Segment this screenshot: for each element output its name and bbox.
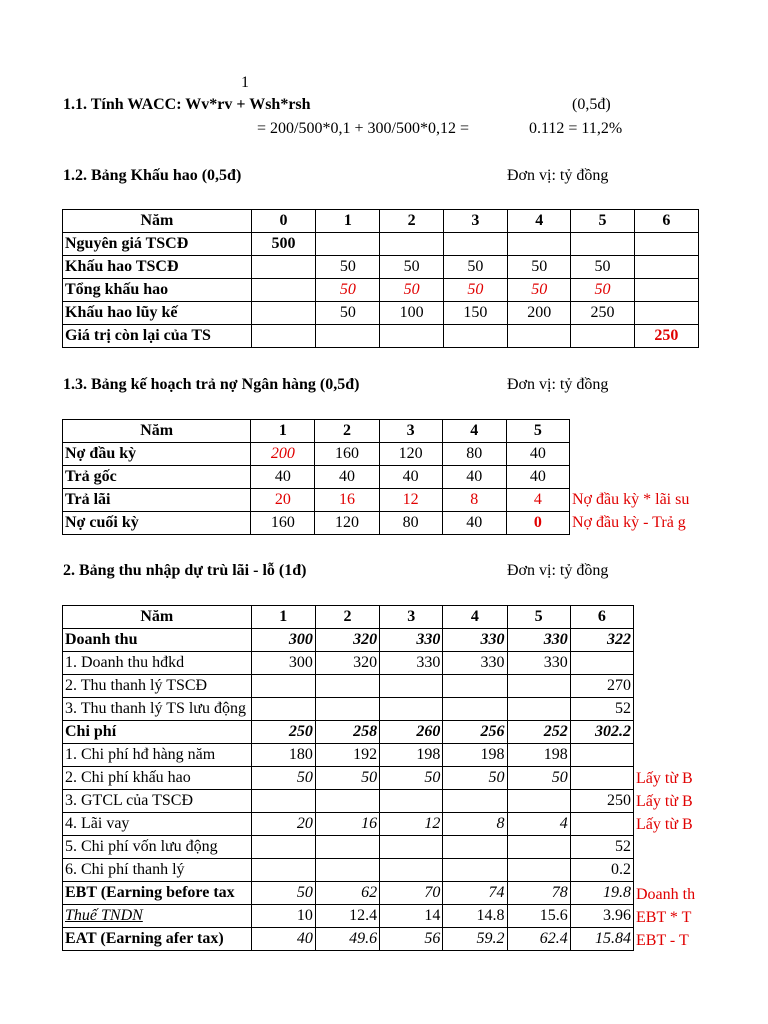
header-cell: 2 — [315, 420, 379, 443]
income-note-depreciation: Lấy từ B — [636, 770, 693, 787]
cell: 150 — [443, 302, 507, 325]
cell: 14 — [380, 905, 443, 928]
cell: 50 — [571, 279, 634, 302]
cell: 50 — [380, 256, 443, 279]
table-row — [63, 882, 634, 905]
cell: 258 — [315, 721, 379, 744]
cell: 40 — [506, 466, 569, 489]
cell: 40 — [506, 443, 569, 466]
wacc-title: 1.1. Tính WACC: Wv*rv + Wsh*rsh — [63, 96, 311, 113]
cell — [443, 836, 507, 859]
cell: 52 — [570, 836, 633, 859]
cell: 252 — [507, 721, 570, 744]
cell — [507, 675, 570, 698]
income-note-residual: Lấy từ B — [636, 793, 693, 810]
cell: 250 — [570, 790, 633, 813]
row-label: Nợ đầu kỳ — [63, 443, 251, 466]
page-number: 1 — [241, 74, 249, 91]
loan-note-interest: Nợ đầu kỳ * lãi su — [572, 491, 690, 508]
cell: 200 — [508, 302, 571, 325]
cell: 100 — [380, 302, 443, 325]
income-note-ebt: Doanh th — [636, 886, 696, 903]
cell: 16 — [315, 813, 379, 836]
cell: 4 — [506, 489, 569, 512]
cell — [251, 302, 315, 325]
cell — [570, 652, 633, 675]
row-label: Khấu hao lũy kế — [63, 302, 252, 325]
row-label: Chi phí — [63, 721, 252, 744]
cell: 120 — [315, 512, 379, 535]
cell: 40 — [442, 512, 506, 535]
cell: 160 — [251, 512, 315, 535]
cell: 8 — [442, 489, 506, 512]
cell: 78 — [507, 882, 570, 905]
table-row — [63, 302, 699, 325]
income-header-row — [63, 606, 634, 629]
cell: 20 — [251, 813, 315, 836]
row-label: 1. Doanh thu hđkd — [63, 652, 252, 675]
header-cell: 5 — [507, 606, 570, 629]
cell: 40 — [315, 466, 379, 489]
row-label: 5. Chi phí vốn lưu động — [63, 836, 252, 859]
header-cell: 1 — [316, 210, 380, 233]
table-row — [63, 443, 570, 466]
cell: 49.6 — [315, 928, 379, 951]
row-label: Doanh thu — [63, 629, 252, 652]
cell: 50 — [508, 279, 571, 302]
row-label: Tổng khấu hao — [63, 279, 252, 302]
cell: 12 — [380, 813, 443, 836]
cell: 120 — [379, 443, 442, 466]
row-label: 4. Lãi vay — [63, 813, 252, 836]
table-row — [63, 767, 634, 790]
cell: 50 — [251, 882, 315, 905]
cell: 8 — [443, 813, 507, 836]
header-cell: 3 — [380, 606, 443, 629]
cell — [380, 790, 443, 813]
cell: 50 — [507, 767, 570, 790]
income-table — [62, 605, 634, 951]
cell: 302.2 — [570, 721, 633, 744]
cell: 70 — [380, 882, 443, 905]
table-row — [63, 721, 634, 744]
cell: 192 — [315, 744, 379, 767]
depreciation-title: 1.2. Bảng Khấu hao (0,5đ) — [63, 167, 242, 184]
cell: 50 — [443, 767, 507, 790]
cell — [380, 675, 443, 698]
row-label: 6. Chi phí thanh lý — [63, 859, 252, 882]
cell — [316, 233, 380, 256]
cell: 0.2 — [570, 859, 633, 882]
cell: 56 — [380, 928, 443, 951]
depreciation-header-row — [63, 210, 699, 233]
cell: 50 — [380, 279, 443, 302]
header-cell: 5 — [506, 420, 569, 443]
cell: 198 — [443, 744, 507, 767]
cell — [251, 859, 315, 882]
table-row — [63, 512, 570, 535]
header-cell: Năm — [63, 210, 252, 233]
row-label: EAT (Earning afer tax) — [63, 928, 252, 951]
cell: 52 — [570, 698, 633, 721]
header-cell: 3 — [379, 420, 442, 443]
cell — [380, 325, 443, 348]
wacc-points: (0,5đ) — [572, 96, 611, 113]
header-cell: 4 — [442, 420, 506, 443]
cell — [634, 233, 698, 256]
cell — [443, 790, 507, 813]
cell — [634, 279, 698, 302]
cell: 3.96 — [570, 905, 633, 928]
table-row — [63, 466, 570, 489]
row-label: Trả lãi — [63, 489, 251, 512]
table-row — [63, 279, 699, 302]
header-cell: 2 — [380, 210, 443, 233]
cell — [634, 302, 698, 325]
cell — [315, 790, 379, 813]
loan-title: 1.3. Bảng kế hoạch trả nợ Ngân hàng (0,5đ) — [63, 376, 360, 393]
row-label: 3. Thu thanh lý TS lưu động — [63, 698, 252, 721]
cell: 330 — [507, 629, 570, 652]
cell: 19.8 — [570, 882, 633, 905]
cell: 320 — [315, 629, 379, 652]
header-cell: 6 — [634, 210, 698, 233]
row-label: Thuế TNDN — [63, 905, 252, 928]
cell: 300 — [251, 652, 315, 675]
cell: 322 — [570, 629, 633, 652]
cell — [251, 698, 315, 721]
table-row — [63, 698, 634, 721]
table-row — [63, 836, 634, 859]
row-label: Khấu hao TSCĐ — [63, 256, 252, 279]
cell: 62.4 — [507, 928, 570, 951]
cell — [508, 233, 571, 256]
cell: 15.84 — [570, 928, 633, 951]
header-cell: 3 — [443, 210, 507, 233]
income-note-tax: EBT * T — [636, 909, 692, 926]
cell: 59.2 — [443, 928, 507, 951]
header-cell: Năm — [63, 420, 251, 443]
cell — [443, 859, 507, 882]
income-note-eat: EBT - T — [636, 932, 689, 949]
header-cell: 4 — [443, 606, 507, 629]
cell — [315, 698, 379, 721]
loan-table — [62, 419, 570, 535]
table-row — [63, 744, 634, 767]
cell: 330 — [380, 652, 443, 675]
cell: 40 — [442, 466, 506, 489]
header-cell: 1 — [251, 606, 315, 629]
row-label: EBT (Earning before tax — [63, 882, 252, 905]
cell: 16 — [315, 489, 379, 512]
cell — [380, 836, 443, 859]
cell — [251, 836, 315, 859]
cell: 74 — [443, 882, 507, 905]
income-unit: Đơn vị: tỷ đồng — [507, 562, 609, 579]
cell: 50 — [316, 256, 380, 279]
loan-note-ending: Nợ đầu kỳ - Trả g — [572, 514, 686, 531]
table-row — [63, 859, 634, 882]
table-row — [63, 325, 699, 348]
cell — [315, 859, 379, 882]
cell: 62 — [315, 882, 379, 905]
cell: 20 — [251, 489, 315, 512]
cell: 50 — [571, 256, 634, 279]
table-row — [63, 489, 570, 512]
table-row — [63, 813, 634, 836]
depreciation-unit: Đơn vị: tỷ đồng — [507, 167, 609, 184]
table-row — [63, 629, 634, 652]
cell: 330 — [443, 652, 507, 675]
cell — [570, 744, 633, 767]
cell: 50 — [316, 302, 380, 325]
cell: 40 — [251, 466, 315, 489]
cell: 330 — [443, 629, 507, 652]
cell — [570, 767, 633, 790]
cell: 80 — [442, 443, 506, 466]
cell: 12.4 — [315, 905, 379, 928]
header-cell: 0 — [251, 210, 315, 233]
cell: 198 — [507, 744, 570, 767]
loan-unit: Đơn vị: tỷ đồng — [507, 376, 609, 393]
wacc-formula: = 200/500*0,1 + 300/500*0,12 = — [257, 120, 469, 137]
cell — [251, 790, 315, 813]
cell — [507, 836, 570, 859]
cell: 180 — [251, 744, 315, 767]
cell: 50 — [315, 767, 379, 790]
cell — [380, 859, 443, 882]
cell: 200 — [251, 443, 315, 466]
row-label: 3. GTCL của TSCĐ — [63, 790, 252, 813]
cell: 300 — [251, 629, 315, 652]
cell — [443, 698, 507, 721]
cell — [507, 698, 570, 721]
cell: 15.6 — [507, 905, 570, 928]
cell — [507, 859, 570, 882]
cell — [570, 813, 633, 836]
wacc-result: 0.112 = 11,2% — [529, 120, 623, 137]
loan-header-row — [63, 420, 570, 443]
cell: 250 — [251, 721, 315, 744]
row-label: 2. Chi phí khấu hao — [63, 767, 252, 790]
cell: 330 — [380, 629, 443, 652]
cell — [251, 325, 315, 348]
cell — [251, 675, 315, 698]
cell: 198 — [380, 744, 443, 767]
cell: 50 — [251, 767, 315, 790]
cell: 14.8 — [443, 905, 507, 928]
income-title: 2. Bảng thu nhập dự trù lãi - lỗ (1đ) — [63, 562, 307, 579]
row-label: Giá trị còn lại của TS — [63, 325, 252, 348]
cell: 0 — [506, 512, 569, 535]
header-cell: 6 — [570, 606, 633, 629]
cell — [571, 233, 634, 256]
cell: 260 — [380, 721, 443, 744]
depreciation-table — [62, 209, 699, 348]
cell: 50 — [508, 256, 571, 279]
cell: 50 — [380, 767, 443, 790]
cell — [380, 698, 443, 721]
cell: 12 — [379, 489, 442, 512]
cell: 256 — [443, 721, 507, 744]
income-note-interest: Lấy từ B — [636, 816, 693, 833]
cell: 50 — [443, 279, 507, 302]
row-label: Nguyên giá TSCĐ — [63, 233, 252, 256]
cell — [508, 325, 571, 348]
cell: 50 — [316, 279, 380, 302]
cell — [380, 233, 443, 256]
cell: 250 — [571, 302, 634, 325]
row-label: Nợ cuối kỳ — [63, 512, 251, 535]
cell — [443, 233, 507, 256]
cell — [251, 279, 315, 302]
cell — [251, 256, 315, 279]
header-cell: Năm — [63, 606, 252, 629]
cell: 500 — [251, 233, 315, 256]
cell — [315, 675, 379, 698]
table-row — [63, 790, 634, 813]
table-row — [63, 256, 699, 279]
cell: 40 — [251, 928, 315, 951]
cell — [634, 256, 698, 279]
table-row — [63, 652, 634, 675]
cell — [315, 836, 379, 859]
row-label: 1. Chi phí hđ hàng năm — [63, 744, 252, 767]
cell — [507, 790, 570, 813]
cell: 4 — [507, 813, 570, 836]
header-cell: 1 — [251, 420, 315, 443]
cell — [443, 675, 507, 698]
cell: 250 — [634, 325, 698, 348]
table-row — [63, 928, 634, 951]
cell: 330 — [507, 652, 570, 675]
row-label: Trả gốc — [63, 466, 251, 489]
header-cell: 5 — [571, 210, 634, 233]
header-cell: 2 — [315, 606, 379, 629]
cell: 80 — [379, 512, 442, 535]
cell: 50 — [443, 256, 507, 279]
cell: 270 — [570, 675, 633, 698]
cell — [443, 325, 507, 348]
cell: 40 — [379, 466, 442, 489]
header-cell: 4 — [508, 210, 571, 233]
table-row — [63, 233, 699, 256]
cell: 320 — [315, 652, 379, 675]
table-row — [63, 905, 634, 928]
cell — [571, 325, 634, 348]
table-row — [63, 675, 634, 698]
cell: 10 — [251, 905, 315, 928]
cell: 160 — [315, 443, 379, 466]
row-label: 2. Thu thanh lý TSCĐ — [63, 675, 252, 698]
cell — [316, 325, 380, 348]
